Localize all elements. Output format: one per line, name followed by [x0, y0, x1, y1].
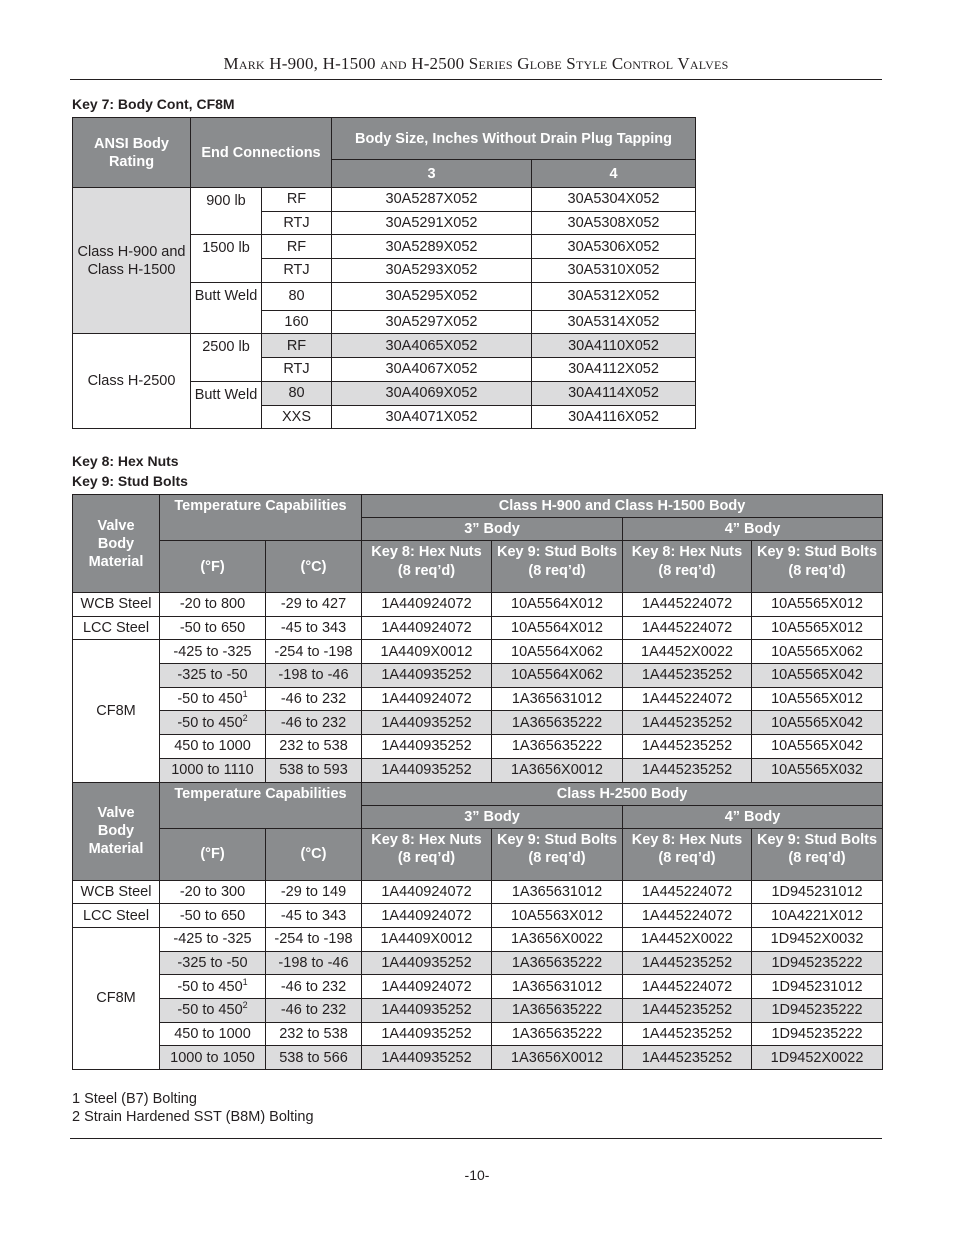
part-number-cell: 30A4112X052 [532, 358, 696, 382]
col-temp-f: (°F) [160, 541, 266, 593]
stud-bolt-part-cell: 1A365631012 [492, 687, 623, 711]
temp-c-cell: -46 to 232 [266, 687, 362, 711]
stud-bolt-part-cell: 10A5565X062 [752, 640, 883, 664]
col-stud-bolts: Key 9: Stud Bolts (8 req’d) [752, 541, 883, 593]
table-row [73, 975, 883, 999]
temp-f-cell [160, 593, 266, 617]
ansi-rating-cell: Class H-900 and Class H-1500 [73, 188, 191, 334]
temp-f-cell [160, 616, 266, 640]
temp-c-cell: -254 to -198 [266, 640, 362, 664]
part-number-cell: 30A5293X052 [332, 259, 532, 283]
col-stud-bolts: Key 9: Stud Bolts (8 req’d) [492, 541, 623, 593]
key8-title: Key 8: Hex Nuts [72, 453, 179, 469]
col-body-class: Class H-2500 Body [362, 782, 883, 805]
col-4in-body: 4” Body [623, 518, 883, 541]
end-type-cell: RF [262, 188, 332, 212]
stud-bolt-part-cell: 10A5565X032 [752, 758, 883, 782]
part-number-cell: 30A4065X052 [332, 334, 532, 358]
stud-bolt-part-cell: 1D9452X0032 [752, 927, 883, 951]
col-ansi-body-rating: ANSI Body Rating [73, 118, 191, 188]
footer-rule [70, 1138, 882, 1139]
material-cell: LCC Steel [73, 616, 160, 640]
bolting-table [72, 494, 883, 1070]
hex-nut-part-cell: 1A445235252 [623, 1046, 752, 1070]
stud-bolt-part-cell: 1A3656X0012 [492, 758, 623, 782]
hex-nut-part-cell: 1A440935252 [362, 1046, 492, 1070]
temp-c-cell: -254 to -198 [266, 927, 362, 951]
hex-nut-part-cell: 1A440935252 [362, 664, 492, 688]
table-row [73, 711, 883, 735]
col-stud-bolts: Key 9: Stud Bolts (8 req’d) [752, 828, 883, 880]
part-number-cell: 30A5291X052 [332, 211, 532, 235]
table-row [73, 616, 883, 640]
col-hex-nuts: Key 8: Hex Nuts (8 req’d) [362, 541, 492, 593]
col-hex-nuts: Key 8: Hex Nuts (8 req’d) [623, 828, 752, 880]
table-row [73, 664, 883, 688]
material-cell: LCC Steel [73, 904, 160, 928]
table-row [73, 904, 883, 928]
table-row [73, 998, 883, 1022]
end-type-cell: RTJ [262, 358, 332, 382]
stud-bolt-part-cell: 10A5565X042 [752, 664, 883, 688]
col-hex-nuts: Key 8: Hex Nuts (8 req’d) [362, 828, 492, 880]
part-number-cell: 30A5310X052 [532, 259, 696, 283]
table-row [73, 593, 883, 617]
part-number-cell: 30A5297X052 [332, 310, 532, 334]
part-number-cell: 30A4067X052 [332, 358, 532, 382]
col-end-connections: End Connections [191, 118, 332, 188]
temp-c-cell: -46 to 232 [266, 711, 362, 735]
stud-bolt-part-cell: 1A365631012 [492, 880, 623, 904]
temp-c-cell: -45 to 343 [266, 904, 362, 928]
table-row [73, 927, 883, 951]
hex-nut-part-cell: 1A445235252 [623, 758, 752, 782]
col-3in-body: 3” Body [362, 805, 623, 828]
part-number-cell: 30A5306X052 [532, 235, 696, 259]
temp-f-cell [160, 951, 266, 975]
hex-nut-part-cell: 1A440935252 [362, 758, 492, 782]
stud-bolt-part-cell: 1A365635222 [492, 1022, 623, 1046]
stud-bolt-part-cell: 1A365631012 [492, 975, 623, 999]
temp-c-cell: -46 to 232 [266, 998, 362, 1022]
table-row [73, 758, 883, 782]
hex-nut-part-cell: 1A445235252 [623, 998, 752, 1022]
header-rule [70, 79, 882, 80]
stud-bolt-part-cell: 10A5565X012 [752, 687, 883, 711]
material-cell: WCB Steel [73, 880, 160, 904]
page-number: -10- [464, 1167, 490, 1183]
table-row [73, 735, 883, 759]
end-type-cell: 160 [262, 310, 332, 334]
temp-f-value: -425 to -325 [173, 643, 252, 660]
col-size-4: 4 [532, 160, 696, 188]
part-number-cell: 30A4069X052 [332, 381, 532, 405]
table-row [73, 640, 883, 664]
stud-bolt-part-cell: 1A365635222 [492, 711, 623, 735]
footnote-marker: 2 [242, 712, 248, 723]
header-row [73, 828, 883, 880]
table-row [73, 687, 883, 711]
part-number-cell: 30A4071X052 [332, 405, 532, 429]
temp-f-cell [160, 1022, 266, 1046]
temp-c-cell: -45 to 343 [266, 616, 362, 640]
stud-bolt-part-cell: 1D9452X0022 [752, 1046, 883, 1070]
stud-bolt-part-cell: 10A4221X012 [752, 904, 883, 928]
temp-f-value: -325 to -50 [177, 954, 248, 971]
stud-bolt-part-cell: 10A5564X062 [492, 664, 623, 688]
end-type-cell: 80 [262, 282, 332, 310]
temp-c-cell: -46 to 232 [266, 975, 362, 999]
temp-f-cell [160, 927, 266, 951]
ansi-rating-cell: Class H-2500 [73, 334, 191, 429]
temp-c-cell: 232 to 538 [266, 1022, 362, 1046]
col-hex-nuts: Key 8: Hex Nuts (8 req’d) [623, 541, 752, 593]
temp-f-value: 1000 to 1050 [170, 1049, 255, 1066]
temp-f-cell [160, 880, 266, 904]
hex-nut-part-cell: 1A445224072 [623, 593, 752, 617]
footnote-2: 2 Strain Hardened SST (B8M) Bolting [72, 1109, 314, 1125]
end-type-cell: RTJ [262, 211, 332, 235]
stud-bolt-part-cell: 10A5564X062 [492, 640, 623, 664]
end-type-cell: 80 [262, 381, 332, 405]
part-number-cell: 30A5312X052 [532, 282, 696, 310]
hex-nut-part-cell: 1A440924072 [362, 593, 492, 617]
footnote-1: 1 Steel (B7) Bolting [72, 1091, 197, 1107]
table-row [73, 1046, 883, 1070]
key9-title: Key 9: Stud Bolts [72, 473, 188, 489]
stud-bolt-part-cell: 10A5564X012 [492, 593, 623, 617]
temp-f-cell [160, 975, 266, 999]
table-row [73, 880, 883, 904]
footnote-marker: 2 [242, 1000, 248, 1011]
footnote-marker: 1 [242, 689, 248, 700]
stud-bolt-part-cell: 1D945235222 [752, 951, 883, 975]
table-row [73, 951, 883, 975]
part-number-cell: 30A5289X052 [332, 235, 532, 259]
col-body-class: Class H-900 and Class H-1500 Body [362, 495, 883, 518]
end-connection-group-cell: 1500 lb [191, 235, 262, 282]
hex-nut-part-cell: 1A445224072 [623, 687, 752, 711]
temp-f-cell [160, 687, 266, 711]
stud-bolt-part-cell: 10A5564X012 [492, 616, 623, 640]
stud-bolt-part-cell: 10A5565X042 [752, 735, 883, 759]
table-row [73, 1022, 883, 1046]
header-row [73, 495, 883, 518]
col-temp-c: (°C) [266, 828, 362, 880]
hex-nut-part-cell: 1A440935252 [362, 735, 492, 759]
col-stud-bolts: Key 9: Stud Bolts (8 req’d) [492, 828, 623, 880]
temp-f-value: -325 to -50 [177, 667, 248, 684]
header-row [73, 541, 883, 593]
hex-nut-part-cell: 1A445235252 [623, 735, 752, 759]
temp-f-cell [160, 735, 266, 759]
col-temp-c: (°C) [266, 541, 362, 593]
hex-nut-part-cell: 1A440935252 [362, 711, 492, 735]
col-temp-f: (°F) [160, 828, 266, 880]
part-number-cell: 30A5308X052 [532, 211, 696, 235]
table-row [73, 334, 696, 358]
key7-table [72, 117, 696, 429]
stud-bolt-part-cell: 10A5565X012 [752, 616, 883, 640]
stud-bolt-part-cell: 10A5565X012 [752, 593, 883, 617]
footnote-marker: 1 [242, 976, 248, 987]
temp-f-value: -50 to 450 [177, 714, 243, 731]
col-3in-body: 3” Body [362, 518, 623, 541]
stud-bolt-part-cell: 1A365635222 [492, 998, 623, 1022]
col-4in-body: 4” Body [623, 805, 883, 828]
hex-nut-part-cell: 1A445224072 [623, 616, 752, 640]
end-connection-group-cell: 2500 lb [191, 334, 262, 381]
col-temperature-capabilities: Temperature Capabilities [160, 782, 362, 828]
hex-nut-part-cell: 1A445235252 [623, 711, 752, 735]
part-number-cell: 30A5287X052 [332, 188, 532, 212]
material-cell: WCB Steel [73, 593, 160, 617]
end-connection-group-cell: 900 lb [191, 188, 262, 235]
temp-f-value: -50 to 450 [177, 691, 243, 708]
end-type-cell: RF [262, 235, 332, 259]
footnotes [72, 1090, 314, 1126]
part-number-cell: 30A5304X052 [532, 188, 696, 212]
temp-c-cell: -29 to 427 [266, 593, 362, 617]
temp-c-cell: -198 to -46 [266, 951, 362, 975]
hex-nut-part-cell: 1A440924072 [362, 975, 492, 999]
hex-nut-part-cell: 1A445224072 [623, 975, 752, 999]
part-number-cell: 30A4114X052 [532, 381, 696, 405]
hex-nut-part-cell: 1A440924072 [362, 880, 492, 904]
temp-c-cell: 538 to 593 [266, 758, 362, 782]
hex-nut-part-cell: 1A4409X0012 [362, 640, 492, 664]
stud-bolt-part-cell: 10A5565X042 [752, 711, 883, 735]
part-number-cell: 30A4116X052 [532, 405, 696, 429]
temp-c-cell: 538 to 566 [266, 1046, 362, 1070]
material-cell: CF8M [73, 927, 160, 1069]
col-temperature-capabilities: Temperature Capabilities [160, 495, 362, 541]
key7-title: Key 7: Body Cont, CF8M [72, 96, 235, 112]
hex-nut-part-cell: 1A445224072 [623, 880, 752, 904]
end-type-cell: RF [262, 334, 332, 358]
hex-nut-part-cell: 1A445235252 [623, 1022, 752, 1046]
header-row [73, 782, 883, 805]
temp-f-cell [160, 1046, 266, 1070]
temp-f-value: 450 to 1000 [174, 1025, 251, 1042]
temp-f-cell [160, 711, 266, 735]
page-header-title: Mark H-900, H-1500 and H-2500 Series Globe Style Control Valves [223, 54, 729, 73]
table-row [73, 188, 696, 212]
temp-f-value: -50 to 450 [177, 978, 243, 995]
stud-bolt-part-cell: 1A365635222 [492, 735, 623, 759]
temp-c-cell: 232 to 538 [266, 735, 362, 759]
hex-nut-part-cell: 1A4409X0012 [362, 927, 492, 951]
key7-table-body [73, 188, 696, 429]
temp-f-value: -50 to 650 [179, 907, 246, 924]
end-connection-group-cell: Butt Weld [191, 381, 262, 428]
col-valve-body-material: Valve Body Material [73, 495, 160, 593]
temp-c-cell: -29 to 149 [266, 880, 362, 904]
temp-f-value: -20 to 800 [179, 596, 246, 613]
hex-nut-part-cell: 1A445224072 [623, 904, 752, 928]
temp-f-value: 450 to 1000 [174, 738, 251, 755]
col-size-3: 3 [332, 160, 532, 188]
end-type-cell: RTJ [262, 259, 332, 283]
temp-f-cell [160, 758, 266, 782]
temp-f-value: -20 to 300 [179, 883, 246, 900]
temp-c-cell: -198 to -46 [266, 664, 362, 688]
col-valve-body-material: Valve Body Material [73, 782, 160, 880]
stud-bolt-part-cell: 1A3656X0022 [492, 927, 623, 951]
temp-f-value: 1000 to 1110 [171, 762, 254, 779]
temp-f-cell [160, 664, 266, 688]
temp-f-cell [160, 904, 266, 928]
hex-nut-part-cell: 1A445235252 [623, 951, 752, 975]
material-cell: CF8M [73, 640, 160, 782]
stud-bolt-part-cell: 1D945235222 [752, 998, 883, 1022]
stud-bolt-part-cell: 1A3656X0012 [492, 1046, 623, 1070]
part-number-cell: 30A4110X052 [532, 334, 696, 358]
part-number-cell: 30A5314X052 [532, 310, 696, 334]
hex-nut-part-cell: 1A440935252 [362, 1022, 492, 1046]
end-connection-group-cell: Butt Weld [191, 282, 262, 334]
hex-nut-part-cell: 1A445235252 [623, 664, 752, 688]
hex-nut-part-cell: 1A4452X0022 [623, 640, 752, 664]
temp-f-value: -425 to -325 [173, 931, 252, 948]
temp-f-value: -50 to 450 [177, 1002, 243, 1019]
hex-nut-part-cell: 1A440924072 [362, 616, 492, 640]
part-number-cell: 30A5295X052 [332, 282, 532, 310]
temp-f-cell [160, 640, 266, 664]
temp-f-value: -50 to 650 [179, 620, 246, 637]
stud-bolt-part-cell: 1D945231012 [752, 880, 883, 904]
stud-bolt-part-cell: 1D945235222 [752, 1022, 883, 1046]
hex-nut-part-cell: 1A440935252 [362, 951, 492, 975]
hex-nut-part-cell: 1A440924072 [362, 904, 492, 928]
end-type-cell: XXS [262, 405, 332, 429]
hex-nut-part-cell: 1A440935252 [362, 998, 492, 1022]
hex-nut-part-cell: 1A4452X0022 [623, 927, 752, 951]
stud-bolt-part-cell: 1A365635222 [492, 951, 623, 975]
hex-nut-part-cell: 1A440924072 [362, 687, 492, 711]
stud-bolt-part-cell: 10A5563X012 [492, 904, 623, 928]
bolting-table-body [73, 495, 883, 1070]
stud-bolt-part-cell: 1D945231012 [752, 975, 883, 999]
temp-f-cell [160, 998, 266, 1022]
col-body-size: Body Size, Inches Without Drain Plug Tapping [332, 118, 696, 160]
